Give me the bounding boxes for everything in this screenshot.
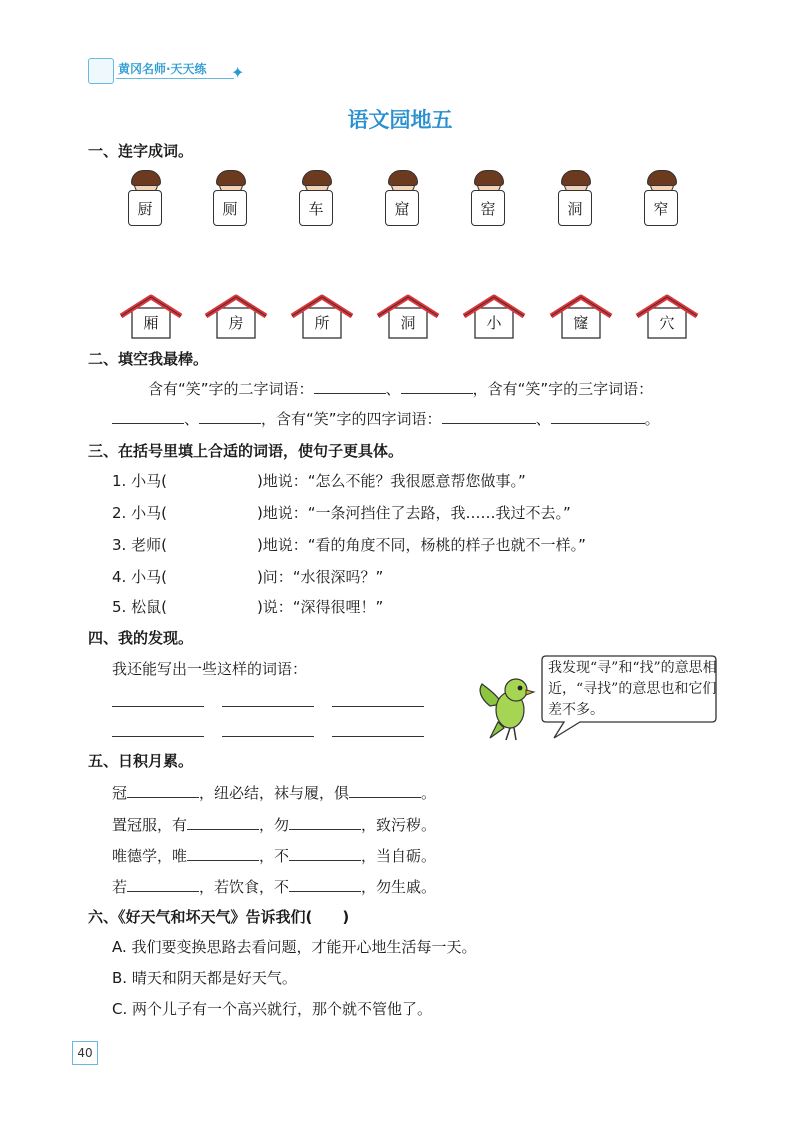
s5-text: 。 — [421, 784, 437, 802]
char-label: 洞 — [558, 190, 592, 226]
answer-blank[interactable] — [442, 408, 536, 424]
s2-text: 含有“笑”字的二字词语： — [148, 380, 314, 398]
answer-blank[interactable] — [289, 876, 361, 892]
brand-text: 黄冈名师·天天练 — [118, 62, 207, 76]
s5-text: ，当自砺。 — [361, 847, 437, 865]
girl-char-card[interactable] — [644, 172, 678, 228]
girl-hair-icon — [388, 170, 418, 186]
s3-rest: )问：“水很深吗？” — [256, 568, 384, 586]
answer-line[interactable] — [332, 706, 424, 707]
answer-blank[interactable] — [187, 845, 259, 861]
answer-blank[interactable] — [314, 378, 386, 394]
char-label: 小 — [486, 313, 502, 332]
s3-subject: 3. 老师( — [112, 536, 167, 554]
s5-text: ，若饮食，不 — [199, 878, 290, 896]
s2-text: 、 — [535, 410, 551, 428]
section-1-heading: 一、连字成词。 — [88, 142, 194, 160]
answer-line[interactable] — [332, 736, 424, 737]
answer-blank[interactable] — [551, 408, 645, 424]
char-label: 所 — [314, 313, 330, 332]
s4-prompt: 我还能写出一些这样的词语： — [112, 660, 308, 678]
char-label: 房 — [228, 313, 244, 332]
girl-char-card[interactable] — [558, 172, 592, 228]
answer-blank[interactable] — [401, 378, 473, 394]
s3-subject: 2. 小马( — [112, 504, 167, 522]
s5-text: ，勿 — [259, 816, 290, 834]
girl-char-card[interactable] — [385, 172, 419, 228]
answer-blank[interactable] — [289, 845, 361, 861]
answer-blank[interactable] — [127, 782, 199, 798]
house-char-card[interactable] — [118, 294, 184, 340]
girl-char-card[interactable] — [213, 172, 247, 228]
s5-text: 唯德学，唯 — [112, 847, 188, 865]
bear-logo-icon — [88, 58, 114, 84]
speech-bubble-text: 我发现“寻”和“找”的意思相近，“寻找”的意思也和它们差不多。 — [548, 660, 717, 718]
s5-line — [112, 782, 436, 803]
s5-line — [112, 814, 436, 835]
answer-line[interactable] — [222, 706, 314, 707]
answer-blank[interactable] — [187, 814, 259, 830]
char-label: 窿 — [573, 313, 589, 332]
char-label: 车 — [299, 190, 333, 226]
s5-line — [112, 845, 436, 866]
section-6-heading: 六、《好天气和坏天气》告诉我们( ) — [88, 908, 350, 926]
section-4-heading: 四、我的发现。 — [88, 629, 194, 647]
answer-blank[interactable] — [199, 408, 261, 424]
sparkle-icon: ✦ — [231, 63, 245, 82]
s3-item — [112, 534, 586, 555]
section-5-heading: 五、日积月累。 — [88, 752, 194, 770]
page-title: 语文园地五 — [347, 108, 453, 132]
s5-text: 置冠服，有 — [112, 816, 188, 834]
char-label: 窄 — [644, 190, 678, 226]
girl-hair-icon — [474, 170, 504, 186]
house-char-card[interactable] — [289, 294, 355, 340]
option-a[interactable]: A. 我们要变换思路去看问题，才能开心地生活每一天。 — [112, 938, 477, 956]
girl-hair-icon — [561, 170, 591, 186]
page-number: 40 — [72, 1041, 98, 1065]
answer-line[interactable] — [112, 706, 204, 707]
char-label: 厕 — [213, 190, 247, 226]
section-3-heading: 三、在括号里填上合适的词语，使句子更具体。 — [88, 442, 404, 460]
char-label: 窑 — [471, 190, 505, 226]
s3-item — [112, 502, 571, 523]
s2-text: ，含有“笑”字的三字词语： — [472, 380, 654, 398]
s5-text: ，致污秽。 — [361, 816, 437, 834]
house-char-card[interactable] — [375, 294, 441, 340]
s5-text: 若 — [112, 878, 128, 896]
brand-underline — [116, 78, 234, 79]
s3-item — [112, 596, 383, 617]
answer-blank[interactable] — [112, 408, 184, 424]
answer-blank[interactable] — [127, 876, 199, 892]
s5-text: 冠 — [112, 784, 128, 802]
char-label: 洞 — [400, 313, 416, 332]
girl-hair-icon — [302, 170, 332, 186]
s2-line-1 — [148, 378, 653, 399]
s3-rest: )说：“深得很哩！” — [256, 598, 384, 616]
house-char-card[interactable] — [461, 294, 527, 340]
char-label: 窟 — [385, 190, 419, 226]
s2-text: 、 — [385, 380, 401, 398]
s5-text: ，勿生戚。 — [361, 878, 437, 896]
s3-subject: 5. 松鼠( — [112, 598, 167, 616]
brand-header — [88, 58, 248, 88]
girl-hair-icon — [647, 170, 677, 186]
girl-char-card[interactable] — [471, 172, 505, 228]
char-label: 穴 — [659, 313, 675, 332]
girl-hair-icon — [131, 170, 161, 186]
section-2-heading: 二、填空我最棒。 — [88, 350, 209, 368]
s5-text: ，纽必结，袜与履，俱 — [199, 784, 350, 802]
house-char-card[interactable] — [203, 294, 269, 340]
option-b[interactable]: B. 晴天和阴天都是好天气。 — [112, 969, 297, 987]
answer-line[interactable] — [112, 736, 204, 737]
bird-icon — [476, 676, 542, 746]
s2-text: 、 — [184, 410, 200, 428]
s3-subject: 4. 小马( — [112, 568, 167, 586]
option-c[interactable]: C. 两个儿子有一个高兴就行，那个就不管他了。 — [112, 1000, 433, 1018]
s3-rest: )地说：“怎么不能？我很愿意帮您做事。” — [256, 472, 526, 490]
s3-item — [112, 470, 526, 491]
s2-text: 。 — [644, 410, 660, 428]
s3-subject: 1. 小马( — [112, 472, 167, 490]
s3-item — [112, 566, 383, 587]
answer-line[interactable] — [222, 736, 314, 737]
house-char-card[interactable] — [548, 294, 614, 340]
girl-char-card[interactable] — [299, 172, 333, 228]
s2-line-2 — [112, 408, 660, 429]
girl-char-card[interactable] — [128, 172, 162, 228]
s5-line — [112, 876, 436, 897]
answer-blank[interactable] — [289, 814, 361, 830]
speech-bubble — [540, 654, 718, 722]
s3-rest: )地说：“一条河挡住了去路，我……我过不去。” — [256, 504, 571, 522]
s5-text: ，不 — [259, 847, 290, 865]
char-label: 厢 — [143, 313, 159, 332]
girl-hair-icon — [216, 170, 246, 186]
answer-blank[interactable] — [349, 782, 421, 798]
s3-rest: )地说：“看的角度不同，杨桃的样子也就不一样。” — [256, 536, 586, 554]
house-char-card[interactable] — [634, 294, 700, 340]
s2-text: ，含有“笑”字的四字词语： — [261, 410, 442, 428]
char-label: 厨 — [128, 190, 162, 226]
